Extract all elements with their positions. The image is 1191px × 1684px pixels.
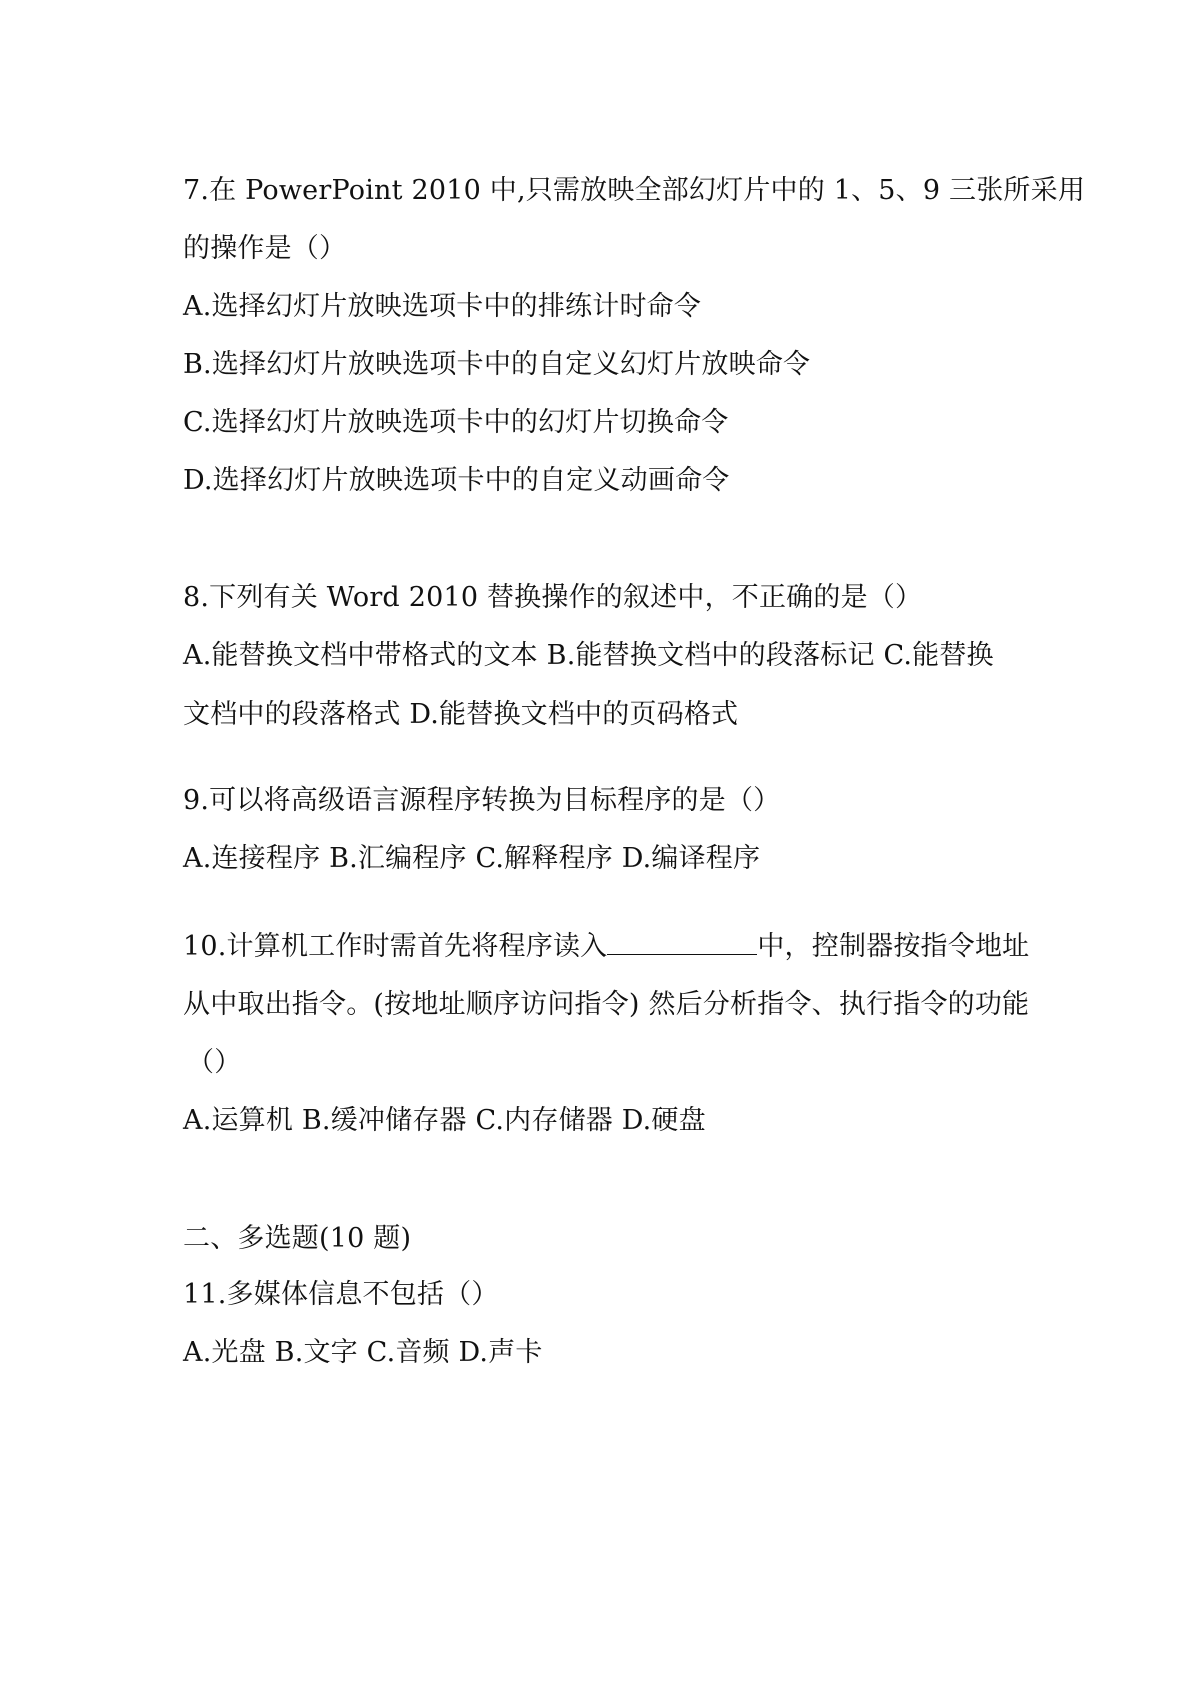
q7-stem-line2: 的操作是（） <box>183 233 347 264</box>
q8-options-line1: A.能替换文档中带格式的文本 B.能替换文档中的段落标记 C.能替换 <box>183 640 994 671</box>
q7-option-b: B.选择幻灯片放映选项卡中的自定义幻灯片放映命令 <box>183 349 811 380</box>
q10-fill-blank <box>607 930 757 955</box>
q10-stem-line1 <box>183 929 1029 965</box>
q7-option-d: D.选择幻灯片放映选项卡中的自定义动画命令 <box>183 465 730 496</box>
section-heading-multiple-choice: 二、多选题(10 题) <box>183 1223 412 1254</box>
q10-stem-after-blank: 中，控制器按指令地址 <box>757 931 1030 962</box>
q9-stem: 9.可以将高级语言源程序转换为目标程序的是（） <box>183 785 781 816</box>
q11-options: A.光盘 B.文字 C.音频 D.声卡 <box>183 1337 543 1368</box>
q8-stem: 8.下列有关 Word 2010 替换操作的叙述中，不正确的是（） <box>183 582 923 613</box>
q10-options: A.运算机 B.缓冲储存器 C.内存储器 D.硬盘 <box>183 1105 706 1136</box>
q9-options: A.连接程序 B.汇编程序 C.解释程序 D.编译程序 <box>183 843 761 874</box>
q10-stem-line3: （） <box>187 1047 242 1078</box>
q7-option-a: A.选择幻灯片放映选项卡中的排练计时命令 <box>183 291 702 322</box>
q10-stem-before-blank: 10.计算机工作时需首先将程序读入 <box>183 931 608 962</box>
q10-stem-line2: 从中取出指令。(按地址顺序访问指令) 然后分析指令、执行指令的功能 <box>183 989 1030 1020</box>
q8-options-line2: 文档中的段落格式 D.能替换文档中的页码格式 <box>183 699 739 730</box>
q7-stem-line1: 7.在 PowerPoint 2010 中,只需放映全部幻灯片中的 1、5、9 三张所采用 <box>183 175 1086 206</box>
q7-option-c: C.选择幻灯片放映选项卡中的幻灯片切换命令 <box>183 407 729 438</box>
q11-stem: 11.多媒体信息不包括（） <box>183 1279 499 1310</box>
